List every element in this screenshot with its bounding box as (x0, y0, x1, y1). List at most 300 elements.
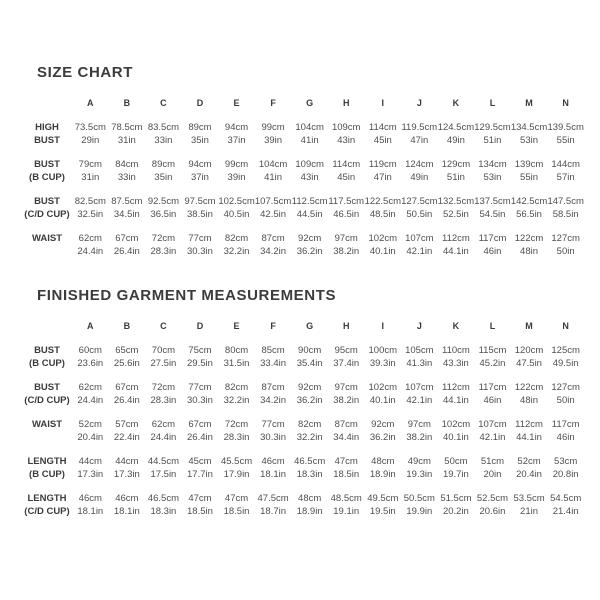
in-value: 46.5in (333, 209, 360, 220)
column-letter: M (525, 321, 533, 331)
cm-value: 89cm (188, 122, 212, 133)
in-value: 24.4in (150, 432, 177, 443)
measurement-cell (291, 455, 328, 492)
cm-value: 84cm (115, 159, 139, 170)
column-letter: G (306, 98, 314, 108)
cm-value: 67cm (188, 419, 212, 430)
measurement-row (22, 121, 584, 158)
in-value: 31.5in (223, 358, 250, 369)
row-label-line1: BUST (34, 382, 60, 393)
row-label-line1: WAIST (31, 419, 63, 430)
measurement-cell (182, 344, 219, 381)
measurement-cell (291, 195, 328, 232)
row-label-line1: BUST (34, 345, 60, 356)
cm-value: 46cm (261, 456, 285, 467)
cm-value: 114cm (332, 159, 361, 170)
measurement-cell (182, 232, 219, 269)
measurement-cell (109, 158, 146, 195)
in-value: 48in (520, 395, 539, 406)
column-letter: K (452, 98, 460, 108)
cm-value: 73.5cm (74, 122, 106, 133)
measurement-cell (182, 381, 219, 418)
measurement-cell (365, 418, 402, 455)
cm-value: 94cm (224, 122, 249, 133)
measurement-cell (291, 158, 328, 195)
measurement-cell (72, 195, 109, 232)
measurement-cell (145, 381, 182, 418)
measurement-cell (547, 121, 584, 158)
measurement-cell (255, 232, 292, 269)
measurement-cell (474, 195, 511, 232)
column-letter: H (342, 98, 350, 108)
in-value: 33in (154, 135, 173, 146)
cm-value: 107.5cm (254, 196, 292, 207)
cm-value: 114cm (368, 122, 397, 133)
measurement-cell (218, 195, 255, 232)
measurement-cell (474, 418, 511, 455)
finished-garment-table (22, 315, 584, 529)
in-value: 50in (556, 246, 575, 257)
column-header-row (22, 315, 584, 344)
row-label-line1: LENGTH (27, 456, 67, 467)
in-value: 32.2in (223, 246, 250, 257)
measurement-cell (365, 158, 402, 195)
measurement-cell (218, 381, 255, 418)
cm-value: 94cm (188, 159, 212, 170)
measurement-cell (218, 344, 255, 381)
cm-value: 107cm (405, 233, 434, 244)
column-letter: B (123, 321, 131, 331)
in-value: 50in (556, 395, 575, 406)
cm-value: 47cm (188, 493, 212, 504)
in-value: 21.4in (552, 506, 579, 517)
in-value: 18.1in (113, 506, 140, 517)
in-value: 43in (300, 172, 319, 183)
cm-value: 107cm (478, 419, 507, 430)
in-value: 38.5in (187, 209, 213, 220)
measurement-cell (328, 344, 365, 381)
cm-value: 44cm (78, 456, 102, 467)
in-value: 18.3in (296, 469, 323, 480)
column-letter: I (381, 98, 385, 108)
finished-garment-title: FINISHED GARMENT MEASUREMENTS (37, 287, 337, 304)
cm-value: 102cm (368, 233, 398, 244)
in-value: 19.3in (406, 469, 433, 480)
measurement-cell (365, 195, 402, 232)
column-letter: L (489, 321, 496, 331)
in-value: 42.1in (406, 246, 433, 257)
measurement-cell (145, 121, 182, 158)
measurement-cell (72, 158, 109, 195)
cm-value: 62cm (78, 233, 102, 244)
in-value: 18.9in (296, 506, 323, 517)
measurement-cell (109, 232, 146, 269)
measurement-cell (291, 232, 328, 269)
in-value: 30.3in (260, 432, 287, 443)
measurement-cell (182, 195, 219, 232)
in-value: 18.5in (187, 506, 213, 517)
cm-value: 122cm (514, 382, 544, 393)
in-value: 27.5in (150, 358, 177, 369)
measurement-cell (438, 195, 475, 232)
cm-value: 97cm (334, 233, 358, 244)
in-value: 53in (520, 135, 539, 146)
column-letter: E (233, 321, 240, 331)
measurement-cell (365, 381, 402, 418)
measurement-cell (401, 418, 438, 455)
measurement-cell (547, 158, 584, 195)
in-value: 31in (117, 135, 136, 146)
cm-value: 70cm (151, 345, 176, 356)
row-label (22, 232, 72, 269)
cm-value: 78.5cm (111, 122, 143, 133)
cm-value: 44cm (115, 456, 139, 467)
in-value: 18.9in (369, 469, 396, 480)
cm-value: 87.5cm (111, 196, 143, 207)
cm-value: 46.5cm (147, 493, 179, 504)
measurement-cell (291, 381, 328, 418)
column-letter: B (123, 98, 131, 108)
cm-value: 104cm (295, 122, 324, 133)
measurement-cell (365, 344, 402, 381)
measurement-cell (72, 492, 109, 529)
cm-value: 112cm (442, 382, 470, 393)
cm-value: 117cm (551, 419, 580, 430)
row-label (22, 381, 72, 418)
cm-value: 104cm (258, 159, 288, 170)
cm-value: 134.5cm (510, 122, 548, 133)
in-value: 26.4in (187, 432, 213, 443)
measurement-cell (401, 232, 438, 269)
in-value: 37in (227, 135, 246, 146)
measurement-cell (109, 418, 146, 455)
cm-value: 137.5cm (474, 196, 511, 207)
cm-value: 52cm (78, 419, 102, 430)
in-value: 45in (337, 172, 356, 183)
measurement-cell (365, 455, 402, 492)
measurement-cell (109, 381, 146, 418)
measurement-cell (328, 381, 365, 418)
cm-value: 107cm (405, 382, 434, 393)
in-value: 47.5in (516, 358, 542, 369)
measurement-cell (511, 455, 548, 492)
measurement-cell (511, 158, 548, 195)
in-value: 28.3in (150, 395, 177, 406)
in-value: 20.8in (552, 469, 579, 480)
measurement-cell (438, 455, 475, 492)
cm-value: 82.5cm (74, 196, 106, 207)
in-value: 18.7in (260, 506, 287, 517)
in-value: 17.9in (223, 469, 250, 480)
in-value: 33in (117, 172, 136, 183)
cm-value: 48cm (371, 456, 395, 467)
in-value: 22.4in (113, 432, 140, 443)
measurement-cell (547, 195, 584, 232)
in-value: 38.2in (406, 432, 433, 443)
measurement-cell (182, 455, 219, 492)
measurement-cell (474, 455, 511, 492)
column-letter: K (452, 321, 460, 331)
in-value: 25.6in (113, 358, 140, 369)
cm-value: 57cm (115, 419, 139, 430)
cm-value: 87cm (261, 382, 285, 393)
in-value: 36.2in (296, 395, 323, 406)
in-value: 52.5in (442, 209, 469, 220)
in-value: 55in (556, 135, 575, 146)
column-letter: F (270, 321, 276, 331)
cm-value: 87cm (334, 419, 358, 430)
in-value: 38.2in (333, 246, 360, 257)
cm-value: 122cm (514, 233, 544, 244)
cm-value: 105cm (405, 345, 434, 356)
measurement-cell (401, 121, 438, 158)
in-value: 40.1in (442, 432, 469, 443)
in-value: 20in (483, 469, 502, 480)
column-letter: G (306, 321, 314, 331)
measurement-cell (328, 232, 365, 269)
in-value: 40.1in (369, 246, 396, 257)
cm-value: 117.5cm (328, 196, 365, 207)
cm-value: 120cm (514, 345, 544, 356)
cm-value: 48.5cm (330, 493, 362, 504)
in-value: 55in (520, 172, 539, 183)
in-value: 51in (446, 172, 465, 183)
cm-value: 46cm (78, 493, 102, 504)
in-value: 19.1in (333, 506, 360, 517)
in-value: 36.2in (369, 432, 396, 443)
cm-value: 112.5cm (291, 196, 328, 207)
measurement-cell (474, 381, 511, 418)
in-value: 18.5in (223, 506, 250, 517)
in-value: 35.4in (296, 358, 323, 369)
measurement-cell (511, 195, 548, 232)
measurement-cell (474, 232, 511, 269)
cm-value: 51cm (480, 456, 505, 467)
cm-value: 109cm (295, 159, 324, 170)
cm-value: 77cm (188, 233, 212, 244)
cm-value: 49cm (407, 456, 431, 467)
finished-garment-section (0, 287, 600, 529)
column-letter: I (381, 321, 385, 331)
in-value: 56.5in (516, 209, 542, 220)
in-value: 44.1in (442, 395, 469, 406)
cm-value: 82cm (224, 233, 249, 244)
cm-value: 62cm (151, 419, 176, 430)
cm-value: 102cm (368, 382, 398, 393)
cm-value: 124.5cm (437, 122, 475, 133)
measurement-cell (218, 418, 255, 455)
row-label-line2: (B CUP) (29, 469, 65, 480)
row-label-line2: (B CUP) (29, 172, 65, 183)
row-label-line1: BUST (34, 196, 60, 207)
row-label (22, 492, 72, 529)
size-chart-table (22, 92, 584, 269)
row-label (22, 418, 72, 455)
measurement-cell (474, 492, 511, 529)
measurement-cell (182, 418, 219, 455)
cm-value: 52.5cm (476, 493, 509, 504)
measurement-cell (218, 158, 255, 195)
in-value: 47in (410, 135, 429, 146)
in-value: 23.6in (77, 358, 104, 369)
column-letter: A (87, 321, 94, 331)
measurement-cell (255, 381, 292, 418)
measurement-row (22, 455, 584, 492)
cm-value: 124cm (405, 159, 434, 170)
in-value: 45in (373, 135, 392, 146)
measurement-cell (401, 492, 438, 529)
column-letter: N (562, 321, 569, 331)
cm-value: 117cm (478, 382, 507, 393)
in-value: 32.2in (296, 432, 323, 443)
measurement-cell (182, 158, 219, 195)
in-value: 36.2in (296, 246, 323, 257)
column-letter: C (160, 98, 167, 108)
cm-value: 115cm (478, 345, 507, 356)
in-value: 29.5in (187, 358, 213, 369)
measurement-cell (438, 381, 475, 418)
measurement-cell (511, 418, 548, 455)
in-value: 33.4in (260, 358, 287, 369)
row-label-line2: (B CUP) (29, 358, 65, 369)
cm-value: 83.5cm (147, 122, 179, 133)
in-value: 17.3in (77, 469, 104, 480)
measurement-cell (438, 344, 475, 381)
measurement-cell (511, 232, 548, 269)
cm-value: 53.5cm (513, 493, 545, 504)
measurement-cell (255, 418, 292, 455)
measurement-cell (401, 381, 438, 418)
cm-value: 139cm (514, 159, 544, 170)
measurement-cell (401, 344, 438, 381)
measurement-row (22, 381, 584, 418)
in-value: 43.3in (442, 358, 469, 369)
measurement-cell (365, 492, 402, 529)
in-value: 43in (337, 135, 356, 146)
column-letter: H (342, 321, 350, 331)
cm-value: 50.5cm (403, 493, 435, 504)
row-label (22, 195, 72, 232)
cm-value: 77cm (261, 419, 285, 430)
measurement-cell (328, 455, 365, 492)
cm-value: 99cm (261, 122, 285, 133)
in-value: 34.4in (333, 432, 360, 443)
in-value: 34.5in (113, 209, 140, 220)
row-label (22, 344, 72, 381)
measurement-cell (365, 121, 402, 158)
measurement-row (22, 344, 584, 381)
row-label (22, 121, 72, 158)
cm-value: 102.5cm (218, 196, 255, 207)
column-header-row (22, 92, 584, 121)
in-value: 31in (81, 172, 100, 183)
measurement-cell (109, 121, 146, 158)
measurement-cell (145, 158, 182, 195)
measurement-cell (255, 158, 292, 195)
measurement-cell (547, 455, 584, 492)
measurement-cell (438, 232, 475, 269)
measurement-cell (474, 121, 511, 158)
in-value: 37.4in (333, 358, 360, 369)
in-value: 17.5in (150, 469, 177, 480)
cm-value: 110cm (442, 345, 470, 356)
cm-value: 72cm (151, 233, 176, 244)
measurement-row (22, 492, 584, 529)
measurement-cell (182, 492, 219, 529)
measurement-cell (547, 232, 584, 269)
in-value: 37in (190, 172, 209, 183)
measurement-cell (145, 195, 182, 232)
measurement-cell (145, 344, 182, 381)
cm-value: 92cm (298, 382, 322, 393)
cm-value: 144cm (551, 159, 580, 170)
measurement-cell (511, 492, 548, 529)
measurement-cell (511, 381, 548, 418)
measurement-cell (145, 455, 182, 492)
cm-value: 147.5cm (547, 196, 584, 207)
in-value: 36.5in (150, 209, 177, 220)
cm-value: 122.5cm (364, 196, 401, 207)
in-value: 18.1in (77, 506, 104, 517)
measurement-cell (218, 121, 255, 158)
in-value: 51in (483, 135, 502, 146)
cm-value: 99cm (224, 159, 249, 170)
in-value: 48in (520, 246, 539, 257)
measurement-row (22, 195, 584, 232)
in-value: 28.3in (223, 432, 250, 443)
cm-value: 45cm (188, 456, 212, 467)
in-value: 32.5in (77, 209, 104, 220)
measurement-cell (109, 492, 146, 529)
measurement-cell (511, 344, 548, 381)
cm-value: 51.5cm (440, 493, 472, 504)
measurement-cell (291, 492, 328, 529)
in-value: 46in (483, 246, 502, 257)
in-value: 19.9in (406, 506, 433, 517)
column-letter: C (160, 321, 167, 331)
in-value: 49.5in (552, 358, 579, 369)
in-value: 38.2in (333, 395, 360, 406)
in-value: 44.5in (296, 209, 323, 220)
cm-value: 142.5cm (510, 196, 548, 207)
cm-value: 89cm (151, 159, 176, 170)
cm-value: 100cm (368, 345, 398, 356)
measurement-cell (291, 418, 328, 455)
in-value: 41in (300, 135, 319, 146)
row-label-line2: (C/D CUP) (24, 395, 70, 406)
size-chart-section (0, 64, 600, 269)
cm-value: 50cm (444, 456, 468, 467)
measurement-cell (328, 492, 365, 529)
measurement-cell (438, 418, 475, 455)
measurement-cell (547, 418, 584, 455)
measurement-cell (291, 121, 328, 158)
measurement-cell (109, 344, 146, 381)
measurement-row (22, 158, 584, 195)
corner-cell (22, 92, 72, 121)
in-value: 18.3in (150, 506, 177, 517)
row-label-line2: (C/D CUP) (24, 506, 70, 517)
in-value: 54.5in (479, 209, 506, 220)
measurement-cell (401, 455, 438, 492)
measurement-cell (291, 344, 328, 381)
cm-value: 75cm (188, 345, 212, 356)
measurement-cell (145, 232, 182, 269)
in-value: 46in (556, 432, 575, 443)
in-value: 34.2in (260, 395, 287, 406)
in-value: 42.1in (479, 432, 506, 443)
measurement-cell (474, 158, 511, 195)
